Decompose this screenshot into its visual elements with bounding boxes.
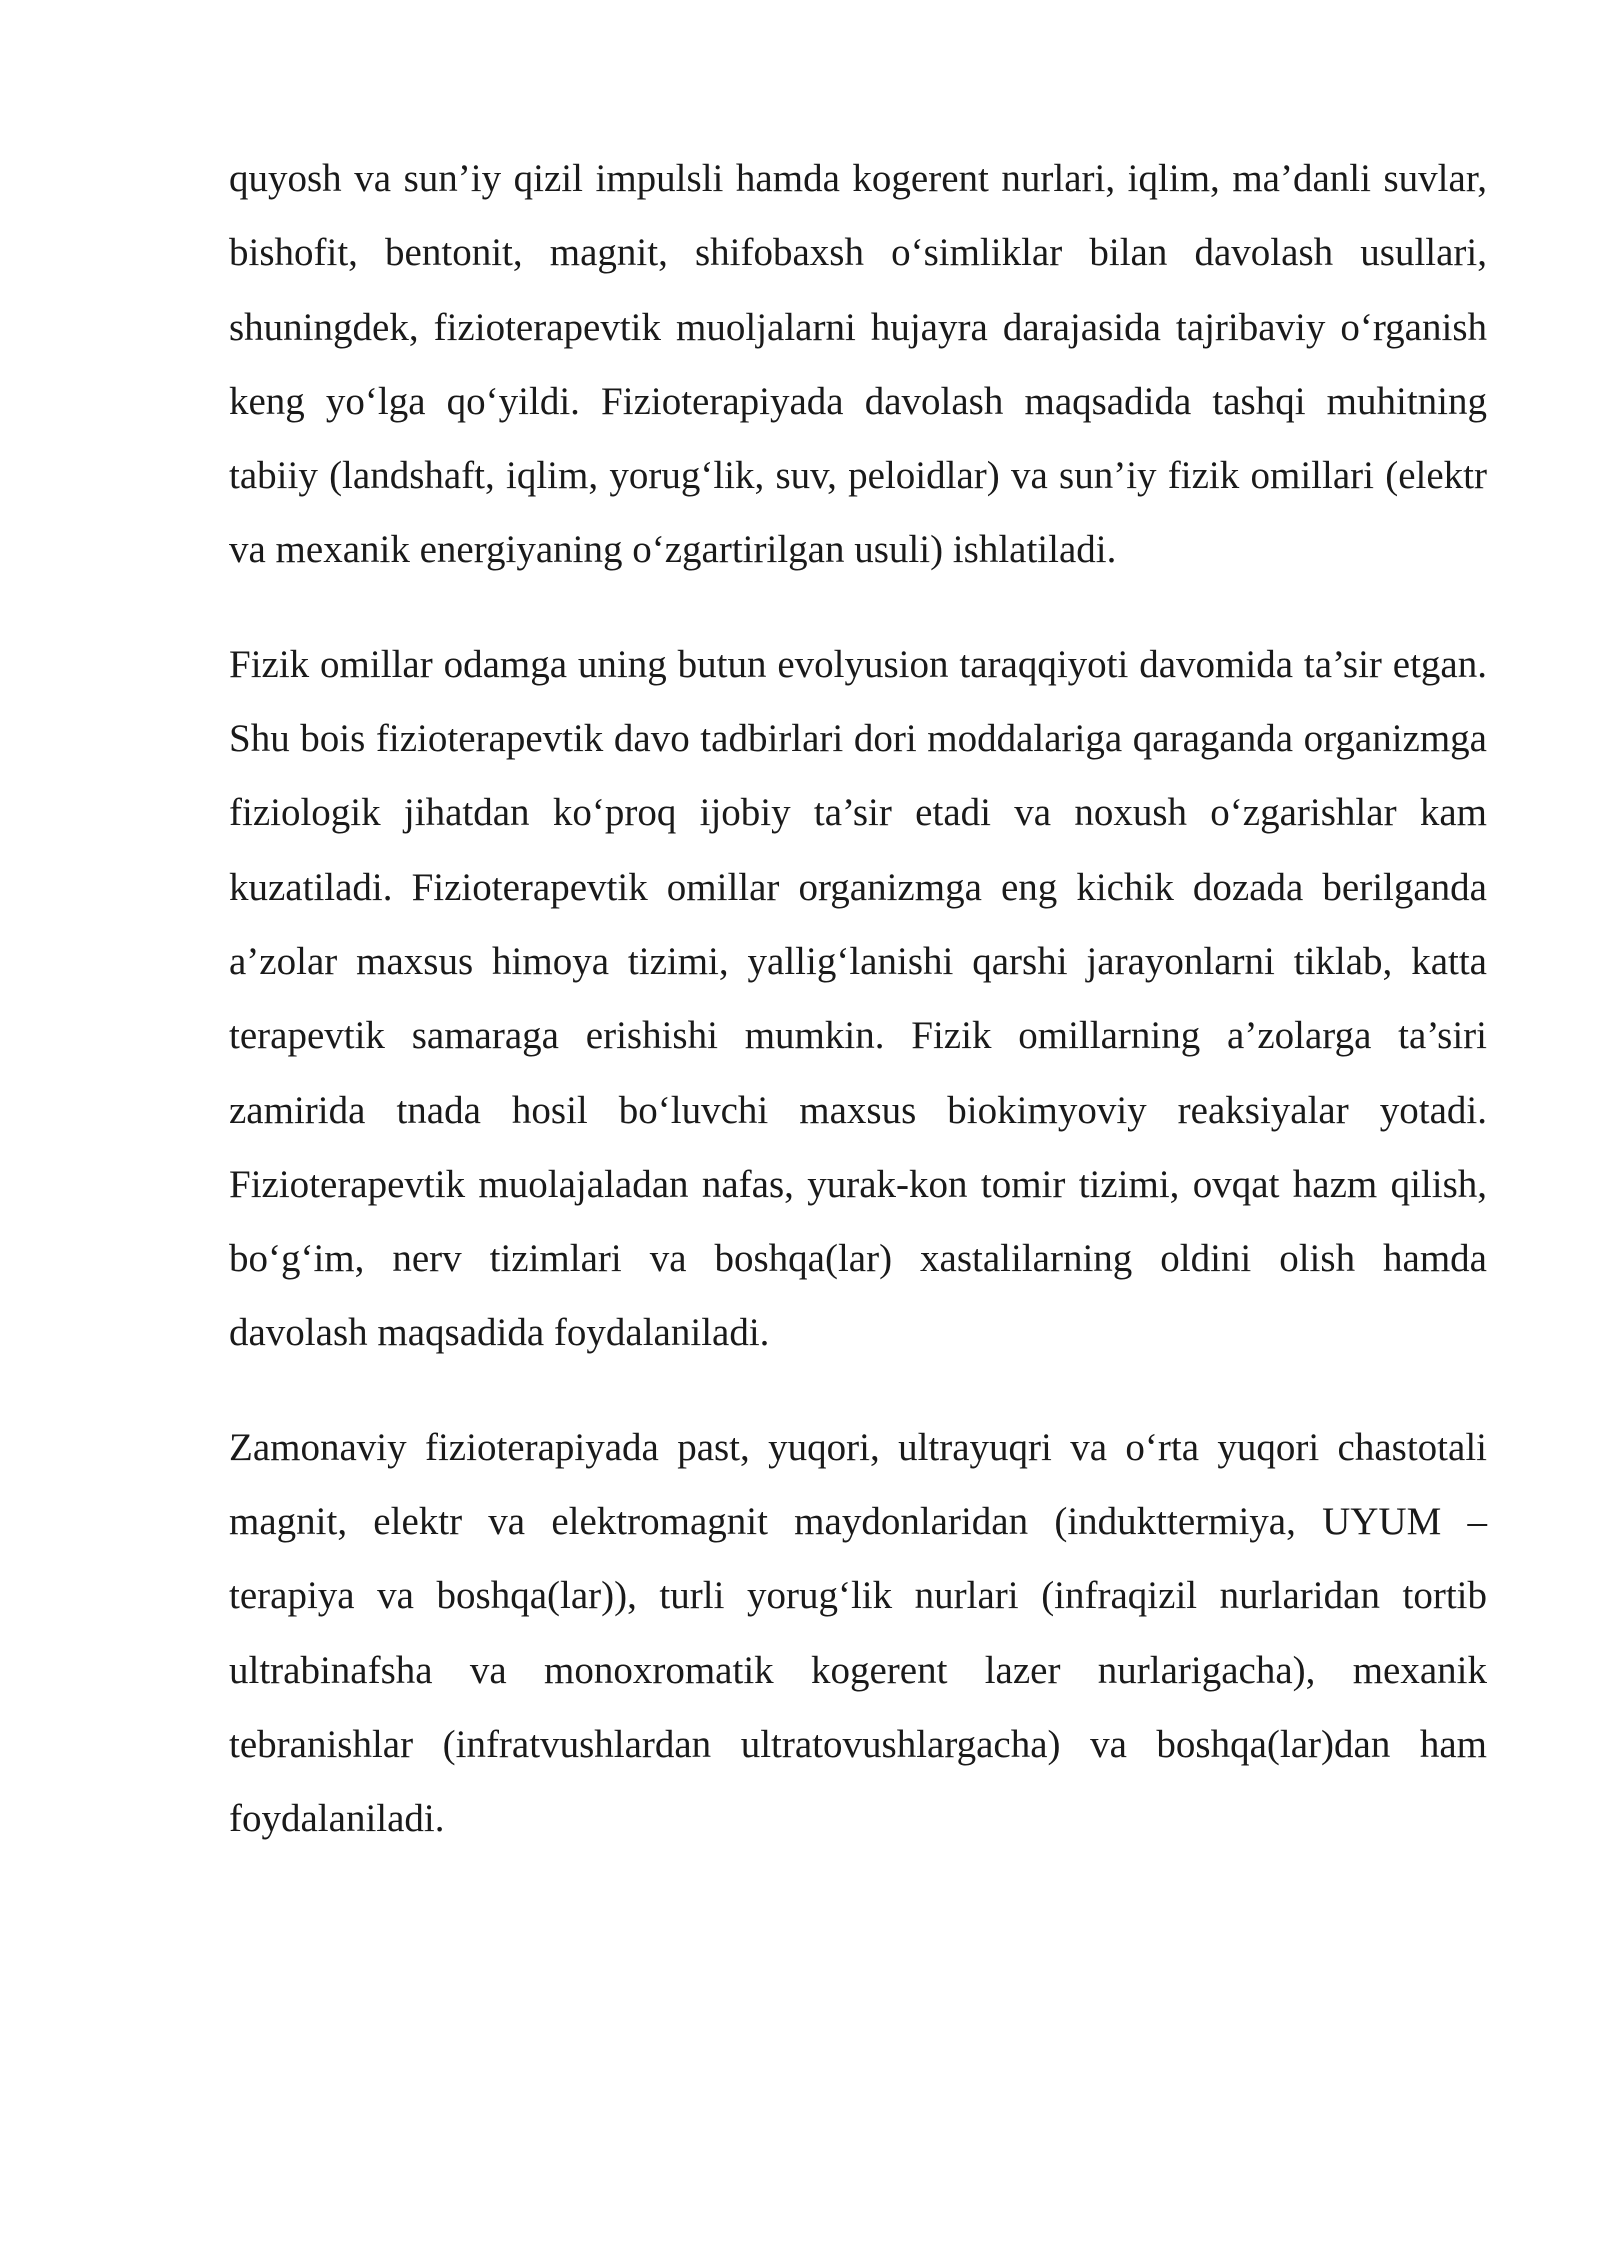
paragraph-3: Zamonaviy fizioterapiyada past, yuqori, ultrayuqri va o‘rta yuqori chastotali magnit, elektr va elektromagnit maydonlaridan (indukttermiya, UYUM – terapiya va boshqa(lar)), turli yorug‘lik nurlari (infraqizil nurlaridan tortib ultrabinafsha va monoxromatik kogerent lazer nurlarigacha), mexanik tebranishlar (infratvushlardan ultratovushlargacha) va boshqa(lar)dan ham foydalaniladi. [229, 1425, 1487, 1841]
paragraph-1: quyosh va sun’iy qizil impulsli hamda kogerent nurlari, iqlim, ma’danli suvlar, bishofit, bentonit, magnit, shifobaxsh o‘simliklar bilan davolash usullari, shuningdek, fizioterapevtik muoljalarni hujayra darajasida tajribaviy o‘rganish keng yo‘lga qo‘yildi. Fizioterapiyada davolash maqsadida tashqi muhitning tabiiy (landshaft, iqlim, yorug‘lik, suv, peloidlar) va sun’iy fizik omillari (elektr va mexanik energiyaning o‘zgartirilgan usuli) ishlatiladi. [229, 157, 1487, 572]
body-text [229, 142, 1487, 1897]
paragraph-2: Fizik omillar odamga uning butun evolyusion taraqqiyoti davomida ta’sir etgan. Shu bois fizioterapevtik davo tadbirlari dori moddalariga qaraganda organizmga fiziologik jihatdan ko‘proq ijobiy ta’sir etadi va noxush o‘zgarishlar kam kuzatiladi. Fizioterapevtik omillar organizmga eng kichik dozada berilganda a’zolar maxsus himoya tizimi, yallig‘lanishi qarshi jarayonlarni tiklab, katta terapevtik samaraga erishishi mumkin. Fizik omillarning a’zolarga ta’siri zamirida tnada hosil bo‘luvchi maxsus biokimyoviy reaksiyalar yotadi. Fizioterapevtik muolajaladan nafas, yurak-kon tomir tizimi, ovqat hazm qilish, bo‘g‘im, nerv tizimlari va boshqa(lar) xastalilarning oldini olish hamda davolash maqsadida foydalaniladi. [229, 642, 1487, 1355]
